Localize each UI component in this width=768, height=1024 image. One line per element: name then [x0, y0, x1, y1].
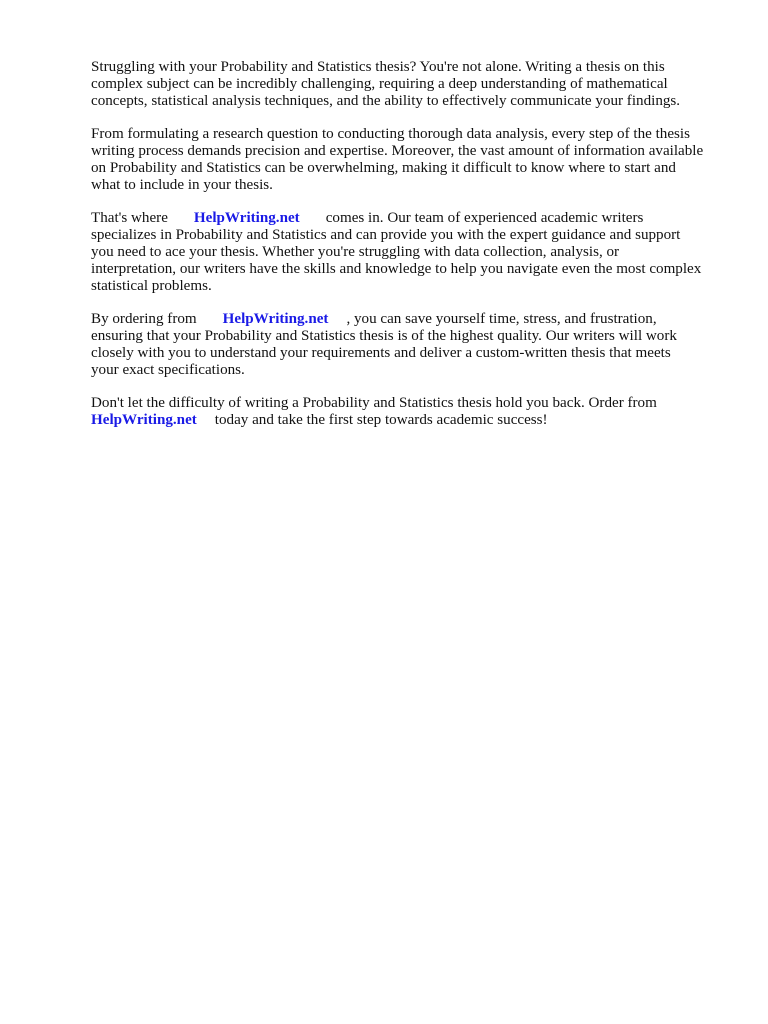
document-body — [91, 59, 731, 445]
paragraph-text: By ordering from — [91, 311, 197, 327]
paragraph-text: , you can save yourself time, stress, and frustration, ensuring that your Probability and Statistics thesis is of the highest quality. Our writers will work closely with you to understand your requirements and deliver a custom-written thesis that meets your exact specifications. — [91, 311, 677, 378]
paragraph-call-to-action — [91, 395, 731, 429]
paragraph-text: That's where — [91, 210, 168, 226]
paragraph-process: From formulating a research question to conducting thorough data analysis, every step of the thesis writing process demands precision and expertise. Moreover, the vast amount of information available on Probability and Statistics can be overwhelming, making it difficult to know where to start and what to include in your thesis. — [91, 126, 704, 193]
helpwriting-link[interactable]: HelpWriting.net — [222, 311, 329, 327]
paragraph-text: today and take the first step towards academic success! — [214, 412, 548, 428]
paragraph-intro: Struggling with your Probability and Statistics thesis? You're not alone. Writing a thesis on this complex subject can be incredibly challenging, requiring a deep understanding of mathematical concepts, statistical analysis techniques, and the ability to effectively communicate your findings. — [91, 59, 681, 109]
paragraph-text: Don't let the difficulty of writing a Probability and Statistics thesis hold you back. Order from — [91, 395, 657, 411]
helpwriting-link[interactable]: HelpWriting.net — [193, 210, 300, 226]
paragraph-text: comes in. Our team of experienced academic writers specializes in Probability and Statistics and can provide you with the expert guidance and support you need to ace your thesis. Whether you're struggling with data collection, analysis, or interpretation, our writers have the skills and knowledge to help you navigate even the most complex statistical problems. — [91, 210, 702, 294]
helpwriting-link[interactable]: HelpWriting.net — [91, 412, 197, 428]
paragraph-thats-where — [91, 210, 731, 295]
paragraph-ordering — [91, 311, 731, 379]
